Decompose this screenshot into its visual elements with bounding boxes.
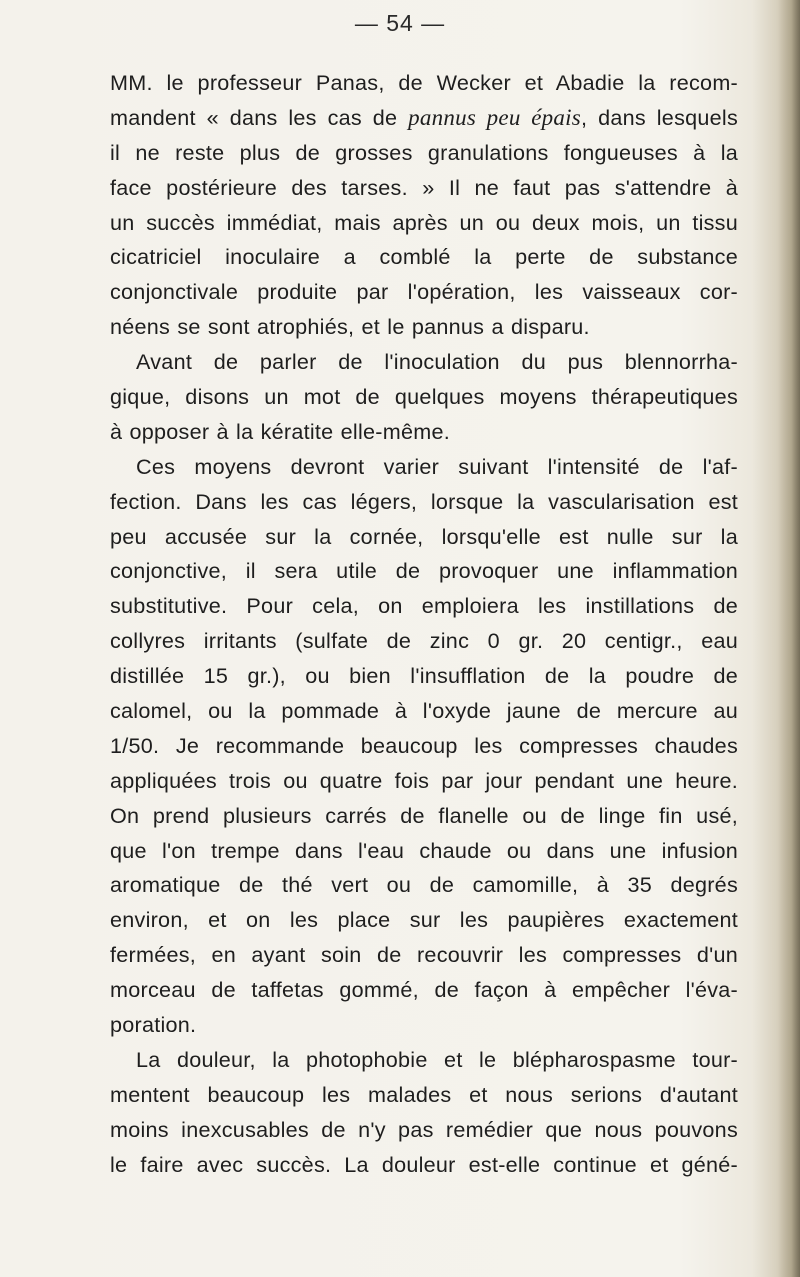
text-line-5: un succès immédiat, mais après un ou deux mois, un tissu: [110, 209, 738, 235]
text-line-16: substitutive. Pour cela, on emploiera les instillations de: [110, 593, 738, 619]
text-line-31: moins inexcusables de n'y pas remédier que nous pouvons: [110, 1116, 738, 1142]
italic-term: pannus peu épais: [408, 104, 582, 130]
text-line-19: calomel, ou la pommade à l'oxyde jaune de mercure au: [110, 698, 738, 724]
text-line-10: gique, disons un mot de quelques moyens thérapeutiques: [110, 384, 738, 410]
text-line-24: aromatique de thé vert ou de camomille, à 35 degrés: [110, 872, 738, 898]
text-line-29: La douleur, la photophobie et le blépharospasme tour-: [136, 1046, 738, 1072]
text-line-8: néens se sont atrophiés, et le pannus a disparu.: [110, 314, 590, 340]
text-line-2-part-b: , dans lesquels: [581, 104, 738, 130]
text-line-14: peu accusée sur la cornée, lorsqu'elle est nulle sur la: [110, 523, 738, 549]
text-line-21: appliquées trois ou quatre fois par jour pendant une heure.: [110, 767, 738, 793]
text-line-22: On prend plusieurs carrés de flanelle ou de linge fin usé,: [110, 802, 738, 828]
text-line-23: que l'on trempe dans l'eau chaude ou dans une infusion: [110, 837, 738, 863]
text-line-27: morceau de taffetas gommé, de façon à empêcher l'éva-: [110, 977, 738, 1003]
text-line-13: fection. Dans les cas légers, lorsque la vascularisation est: [110, 488, 738, 514]
text-line-26: fermées, en ayant soin de recouvrir les compresses d'un: [110, 942, 738, 968]
page-edge-shadow: [778, 0, 800, 1277]
text-line-9: Avant de parler de l'inoculation du pus blennorrha-: [136, 349, 738, 375]
text-line-20: 1/50. Je recommande beaucoup les compresses chaudes: [110, 732, 738, 758]
text-line-17: collyres irritants (sulfate de zinc 0 gr. 20 centigr., eau: [110, 628, 738, 654]
text-line-3: il ne reste plus de grosses granulations fongueuses à la: [110, 139, 738, 165]
text-line-30: mentent beaucoup les malades et nous serions d'autant: [110, 1081, 738, 1107]
text-line-11: à opposer à la kératite elle-même.: [110, 418, 450, 444]
text-line-25: environ, et on les place sur les paupières exactement: [110, 907, 738, 933]
text-line-32: le faire avec succès. La douleur est-elle continue et géné-: [110, 1151, 738, 1177]
page-number: — 54 —: [354, 10, 446, 36]
text-line-4: face postérieure des tarses. » Il ne faut pas s'attendre à: [110, 174, 738, 200]
text-line-2: [110, 101, 738, 136]
text-line-18: distillée 15 gr.), ou bien l'insufflation de la poudre de: [110, 663, 738, 689]
text-line-6: cicatriciel inoculaire a comblé la perte de substance: [110, 244, 738, 270]
text-line-1: MM. le professeur Panas, de Wecker et Abadie la recom-: [110, 70, 738, 95]
text-line-28: poration.: [110, 1012, 197, 1038]
text-line-2-part-a: mandent « dans les cas de: [110, 104, 409, 130]
text-line-7: conjonctivale produite par l'opération, les vaisseaux cor-: [110, 279, 738, 305]
text-line-15: conjonctive, il sera utile de provoquer une inflammation: [110, 558, 738, 584]
text-line-12: Ces moyens devront varier suivant l'intensité de l'af-: [136, 453, 738, 479]
page-body-text: [110, 66, 738, 1183]
